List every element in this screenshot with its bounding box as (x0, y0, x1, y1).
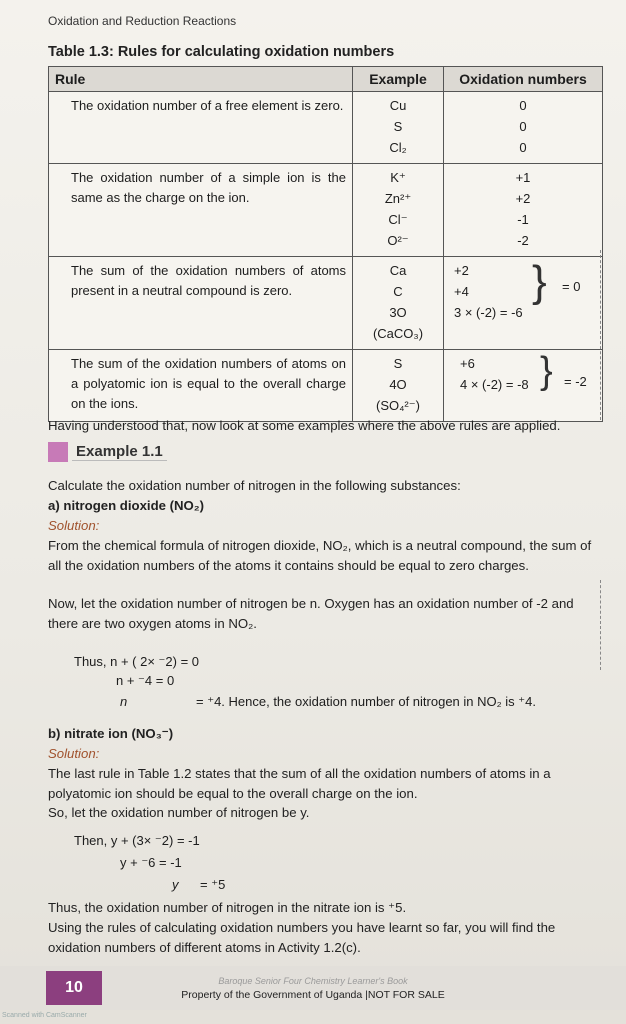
footer-series: Baroque Senior Four Chemistry Learner's Book (218, 976, 408, 986)
example-marker-icon (48, 442, 68, 462)
calc-line: n + ⁻4 = 0 (116, 673, 175, 688)
rule-text: The sum of the oxidation numbers of atoms on a polyatomic ion is equal to the overall charge on the ions. (49, 350, 353, 422)
brace-icon: } (532, 257, 547, 306)
rule-text: The oxidation number of a simple ion is the same as the charge on the ion. (49, 164, 353, 257)
intro-line: Having understood that, now look at some examples where the above rules are applied. (48, 418, 561, 433)
calc-line: y + ⁻6 = -1 (120, 855, 182, 870)
table-row (49, 92, 603, 164)
table-header-row (49, 67, 603, 92)
table-row (49, 350, 603, 422)
calc-result: = ⁺4. Hence, the oxidation number of nitrogen in NO₂ is ⁺4. (196, 694, 536, 709)
table-title: Table 1.3: Rules for calculating oxidation numbers (48, 44, 395, 60)
part-a-paragraph: Now, let the oxidation number of nitrogen be n. Oxygen has an oxidation number of -2 and there are two oxygen atoms in NO₂. (48, 596, 574, 631)
example-cell (353, 350, 444, 422)
running-head: Oxidation and Reduction Reactions (48, 14, 237, 28)
example-cell (353, 164, 444, 257)
footer-property: Property of the Government of Uganda |NOT FOR SALE (181, 989, 445, 1001)
example-cell (353, 257, 444, 350)
part-a-paragraph: From the chemical formula of nitrogen dioxide, NO₂, which is a neutral compound, the sum of all the oxidation numbers of the atoms it contains should be equal to zero charges. (48, 538, 592, 573)
example-item: O²⁻ (387, 233, 409, 248)
example-cell (353, 92, 444, 164)
rules-table (48, 66, 603, 422)
part-a-heading: a) nitrogen dioxide (NO₂) (48, 498, 205, 513)
value-cell (444, 257, 603, 350)
example-item: S (393, 119, 403, 134)
calc-line: Then, y + (3× ⁻2) = -1 (74, 833, 200, 848)
sum-total: = 0 (562, 279, 581, 294)
example-item: (CaCO₃) (372, 326, 424, 341)
header-example: Example (353, 67, 444, 92)
example-item: Cu (389, 98, 407, 113)
example-title: Example 1.1 (72, 443, 167, 461)
part-b-heading: b) nitrate ion (NO₃⁻) (48, 726, 174, 741)
brace-icon: } (540, 350, 553, 392)
closing-paragraph: Using the rules of calculating oxidation numbers you have learnt so far, you will find the oxidation numbers of different atoms in Activity 1.2(c). (48, 920, 556, 955)
example-item: 3O (389, 305, 407, 320)
example-item: Ca (389, 263, 407, 278)
part-b-conclusion: Thus, the oxidation number of nitrogen in the nitrate ion is ⁺5. (48, 900, 407, 915)
value-cell (444, 350, 603, 422)
value-item: +4 (454, 284, 469, 299)
calc-line: Thus, n + ( 2× ⁻2) = 0 (74, 654, 200, 669)
value-cell (444, 164, 603, 257)
table-row (49, 257, 603, 350)
part-b-paragraph: The last rule in Table 1.2 states that the sum of all the oxidation numbers of atoms in a polyatomic ion should be equal to the overall charge on the ion. (48, 766, 551, 801)
rule-text: The oxidation number of a free element is zero. (49, 92, 353, 164)
example-item: K⁺ (390, 170, 406, 185)
value-item: +2 (515, 191, 531, 206)
rule-text: The sum of the oxidation numbers of atoms present in a neutral compound is zero. (49, 257, 353, 350)
binding-edge-mark (600, 250, 607, 420)
value-item: +2 (454, 263, 469, 278)
value-cell (444, 92, 603, 164)
example-item: 4O (389, 377, 407, 392)
example-item: Cl⁻ (388, 212, 408, 227)
value-item: 0 (519, 140, 527, 155)
table-row (49, 164, 603, 257)
value-item: 4 × (-2) = -8 (460, 377, 529, 392)
calc-line: n (120, 694, 128, 709)
value-item: +6 (460, 356, 475, 371)
example-item: (SO₄²⁻) (376, 398, 420, 413)
example-question: Calculate the oxidation number of nitrogen in the following substances: (48, 478, 461, 493)
value-item: -2 (517, 233, 529, 248)
scanner-watermark: Scanned with CamScanner (2, 1012, 87, 1019)
header-oxidation: Oxidation numbers (444, 67, 603, 92)
sum-total: = -2 (564, 374, 587, 389)
solution-label: Solution: (48, 746, 100, 761)
example-item: Zn²⁺ (384, 191, 412, 206)
value-item: 0 (519, 98, 527, 113)
value-item: +1 (515, 170, 531, 185)
page-number: 10 (46, 971, 102, 1005)
header-rule: Rule (49, 67, 353, 92)
binding-edge-mark (600, 580, 607, 670)
example-item: S (393, 356, 403, 371)
example-item: Cl₂ (389, 140, 407, 155)
calc-result: = ⁺5 (200, 877, 226, 892)
example-item: C (393, 284, 403, 299)
value-item: -1 (517, 212, 529, 227)
value-item: 0 (519, 119, 527, 134)
solution-label: Solution: (48, 518, 100, 533)
calc-line: y (172, 877, 179, 892)
part-b-paragraph: So, let the oxidation number of nitrogen be y. (48, 805, 310, 820)
example-heading (48, 442, 167, 462)
value-item: 3 × (-2) = -6 (454, 305, 523, 320)
